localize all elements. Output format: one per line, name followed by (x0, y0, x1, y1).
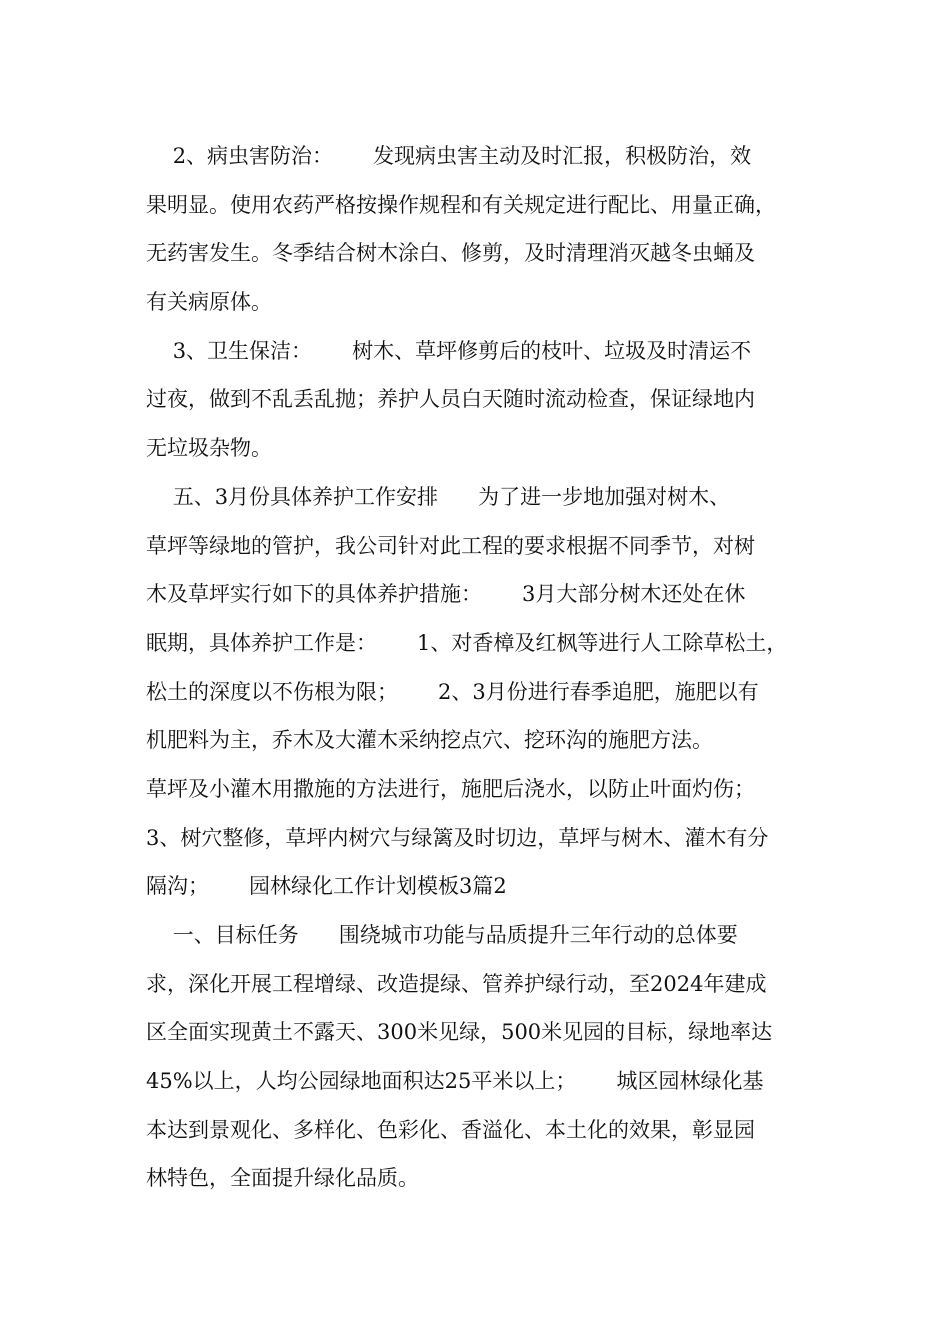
text-line: 木及草坪实行如下的具体养护措施： 3月大部分树木还处在休 (146, 582, 746, 607)
text-line: 过夜，做到不乱丢乱抛；养护人员白天随时流动检查，保证绿地内 (146, 387, 755, 412)
text-line: 求，深化开展工程增绿、改造提绿、管养护绿行动，至2024年建成 (146, 971, 767, 996)
text-line: 3、卫生保洁： 树木、草坪修剪后的枝叶、垃圾及时清运不 (146, 338, 752, 363)
text-line: 松土的深度以不伤根为限； 2、3月份进行春季追肥，施肥以有 (146, 679, 759, 704)
text-line: 草坪及小灌木用撒施的方法进行，施肥后浇水，以防止叶面灼伤； (146, 776, 755, 801)
text-line: 本达到景观化、多样化、色彩化、香溢化、本土化的效果，彰显园 (146, 1117, 755, 1142)
text-line: 3、树穴整修，草坪内树穴与绿篱及时切边，草坪与树木、灌木有分 (146, 825, 769, 850)
text-line: 区全面实现黄土不露天、300米见绿，500米见园的目标，绿地率达 (146, 1020, 773, 1045)
text-line: 隔沟； 园林绿化工作计划模板3篇2 (146, 874, 507, 899)
text-line: 机肥料为主，乔木及大灌木采纳挖点穴、挖环沟的施肥方法。 (146, 728, 713, 753)
document-body (146, 132, 816, 1203)
text-line: 眠期，具体养护工作是： 1、对香樟及红枫等进行人工除草松土， (146, 630, 788, 655)
text-line: 有关病原体。 (146, 290, 272, 315)
text-line: 五、3月份具体养护工作安排 为了进一步地加强对树木、 (146, 484, 731, 509)
text-line: 果明显。使用农药严格按操作规程和有关规定进行配比、用量正确， (146, 192, 776, 217)
text-line: 林特色，全面提升绿化品质。 (146, 1166, 419, 1191)
text-line: 一、目标任务 围绕城市功能与品质提升三年行动的总体要 (146, 923, 738, 947)
text-line: 45%以上，人均公园绿地面积达25平米以上； 城区园林绿化基 (146, 1069, 764, 1094)
text-line: 2、病虫害防治： 发现病虫害主动及时汇报，积极防治，效 (146, 144, 752, 168)
text-line: 草坪等绿地的管护，我公司针对此工程的要求根据不同季节，对树 (146, 533, 755, 558)
text-line: 无药害发生。冬季结合树木涂白、修剪，及时清理消灭越冬虫蛹及 (146, 241, 755, 266)
text-line: 无垃圾杂物。 (146, 436, 272, 461)
